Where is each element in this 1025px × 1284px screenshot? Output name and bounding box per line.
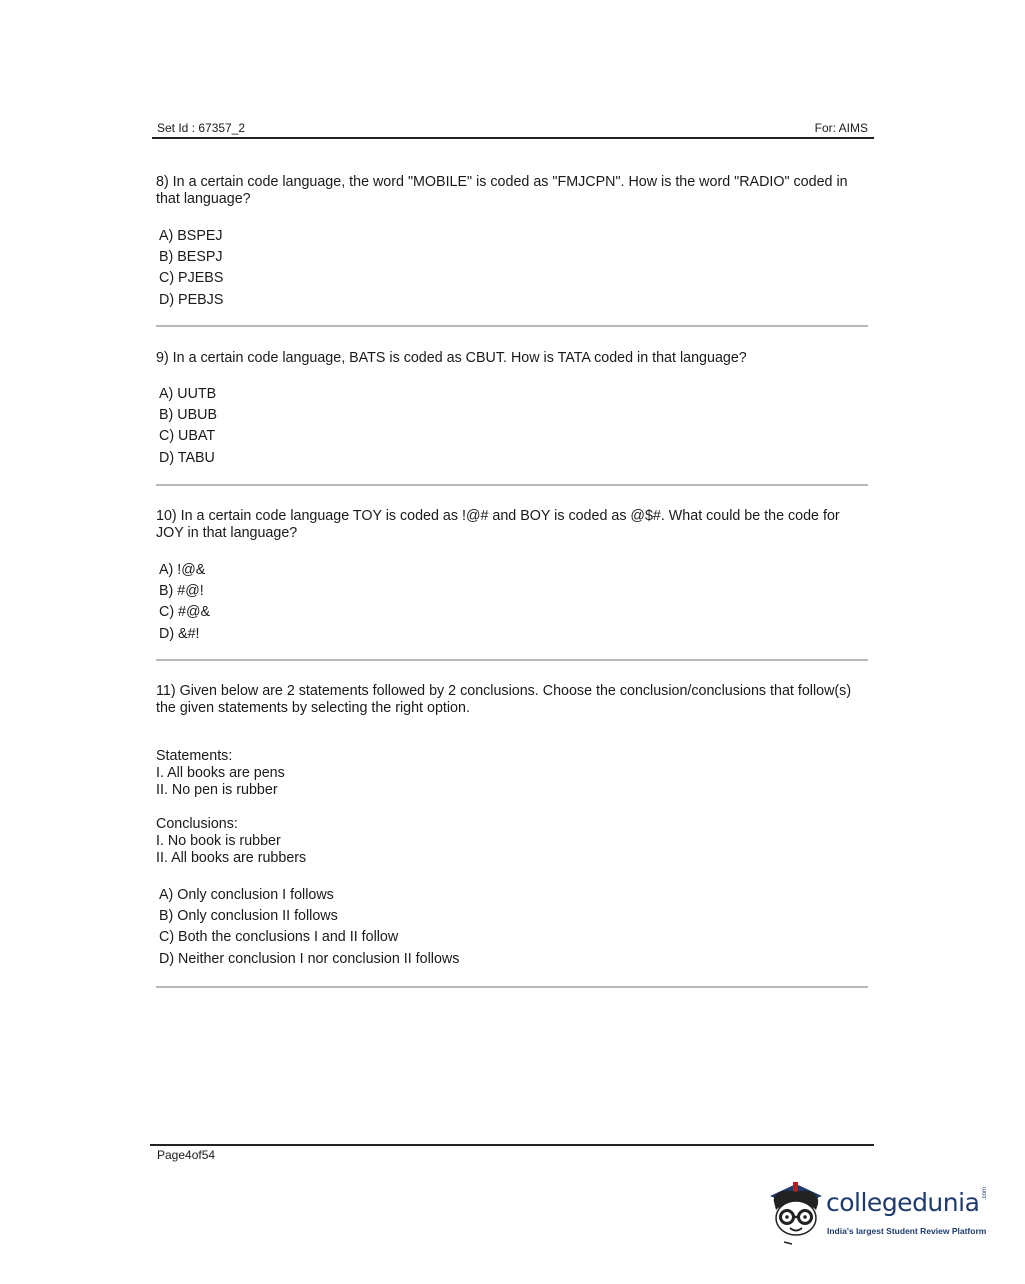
options-list	[156, 384, 870, 469]
option-d[interactable]: D) PEBJS	[159, 291, 224, 308]
question-11	[156, 683, 870, 970]
option-b[interactable]: B) UBUB	[159, 407, 217, 424]
conclusion-1: I. No book is rubber	[156, 833, 281, 849]
options-list	[156, 885, 870, 970]
collegedunia-logo	[766, 1176, 996, 1250]
option-a[interactable]: A) UUTB	[159, 386, 217, 402]
page-number: Page4of54	[157, 1148, 216, 1162]
statement-2: II. No pen is rubber	[156, 782, 278, 798]
question-divider	[156, 325, 868, 327]
question-divider	[156, 659, 868, 661]
question-10	[156, 508, 870, 645]
options-list	[156, 226, 870, 311]
conclusions-block	[156, 816, 870, 867]
logo-domain: .com	[982, 1186, 988, 1200]
mascot-icon	[766, 1176, 826, 1250]
option-a[interactable]: A) !@&	[159, 562, 206, 578]
question-text: 8) In a certain code language, the word "MOBILE" is coded as "FMJCPN". How is the word "RADIO" coded in that language?	[156, 174, 848, 207]
question-text: 11) Given below are 2 statements followed by 2 conclusions. Choose the conclusion/conclusions that follow(s) the given statements by selecting the right option.	[156, 683, 852, 716]
option-d[interactable]: D) TABU	[159, 449, 215, 466]
conclusions-label: Conclusions:	[156, 816, 238, 832]
question-9	[156, 350, 870, 469]
option-c[interactable]: C) #@&	[159, 604, 211, 621]
option-c[interactable]: C) PJEBS	[159, 270, 224, 287]
logo-tagline: India's largest Student Review Platform	[827, 1226, 987, 1236]
conclusion-2: II. All books are rubbers	[156, 850, 307, 866]
option-b[interactable]: B) BESPJ	[159, 249, 223, 266]
question-8	[156, 174, 870, 311]
question-divider	[156, 986, 868, 988]
option-a[interactable]: A) BSPEJ	[159, 228, 223, 244]
footer-rule	[150, 1144, 874, 1146]
option-c[interactable]: C) UBAT	[159, 428, 216, 445]
question-divider	[156, 484, 868, 486]
exam-name: For: AIMS	[814, 121, 868, 135]
set-id: Set Id : 67357_2	[157, 121, 246, 135]
question-text: 10) In a certain code language TOY is coded as !@# and BOY is coded as @$#. What could be the code for JOY in that language?	[156, 508, 840, 541]
option-d[interactable]: D) &#!	[159, 625, 200, 642]
statements-block	[156, 748, 870, 799]
logo-wordmark: collegedunia	[826, 1188, 980, 1217]
options-list	[156, 560, 870, 645]
option-b[interactable]: B) Only conclusion II follows	[159, 908, 338, 925]
page-header	[152, 121, 874, 139]
statements-label: Statements:	[156, 748, 233, 764]
option-a[interactable]: A) Only conclusion I follows	[159, 887, 334, 903]
option-c[interactable]: C) Both the conclusions I and II follow	[159, 929, 399, 946]
option-b[interactable]: B) #@!	[159, 583, 204, 600]
option-d[interactable]: D) Neither conclusion I nor conclusion II follows	[159, 950, 460, 967]
statement-1: I. All books are pens	[156, 765, 285, 781]
question-text: 9) In a certain code language, BATS is coded as CBUT. How is TATA coded in that language?	[156, 350, 747, 366]
